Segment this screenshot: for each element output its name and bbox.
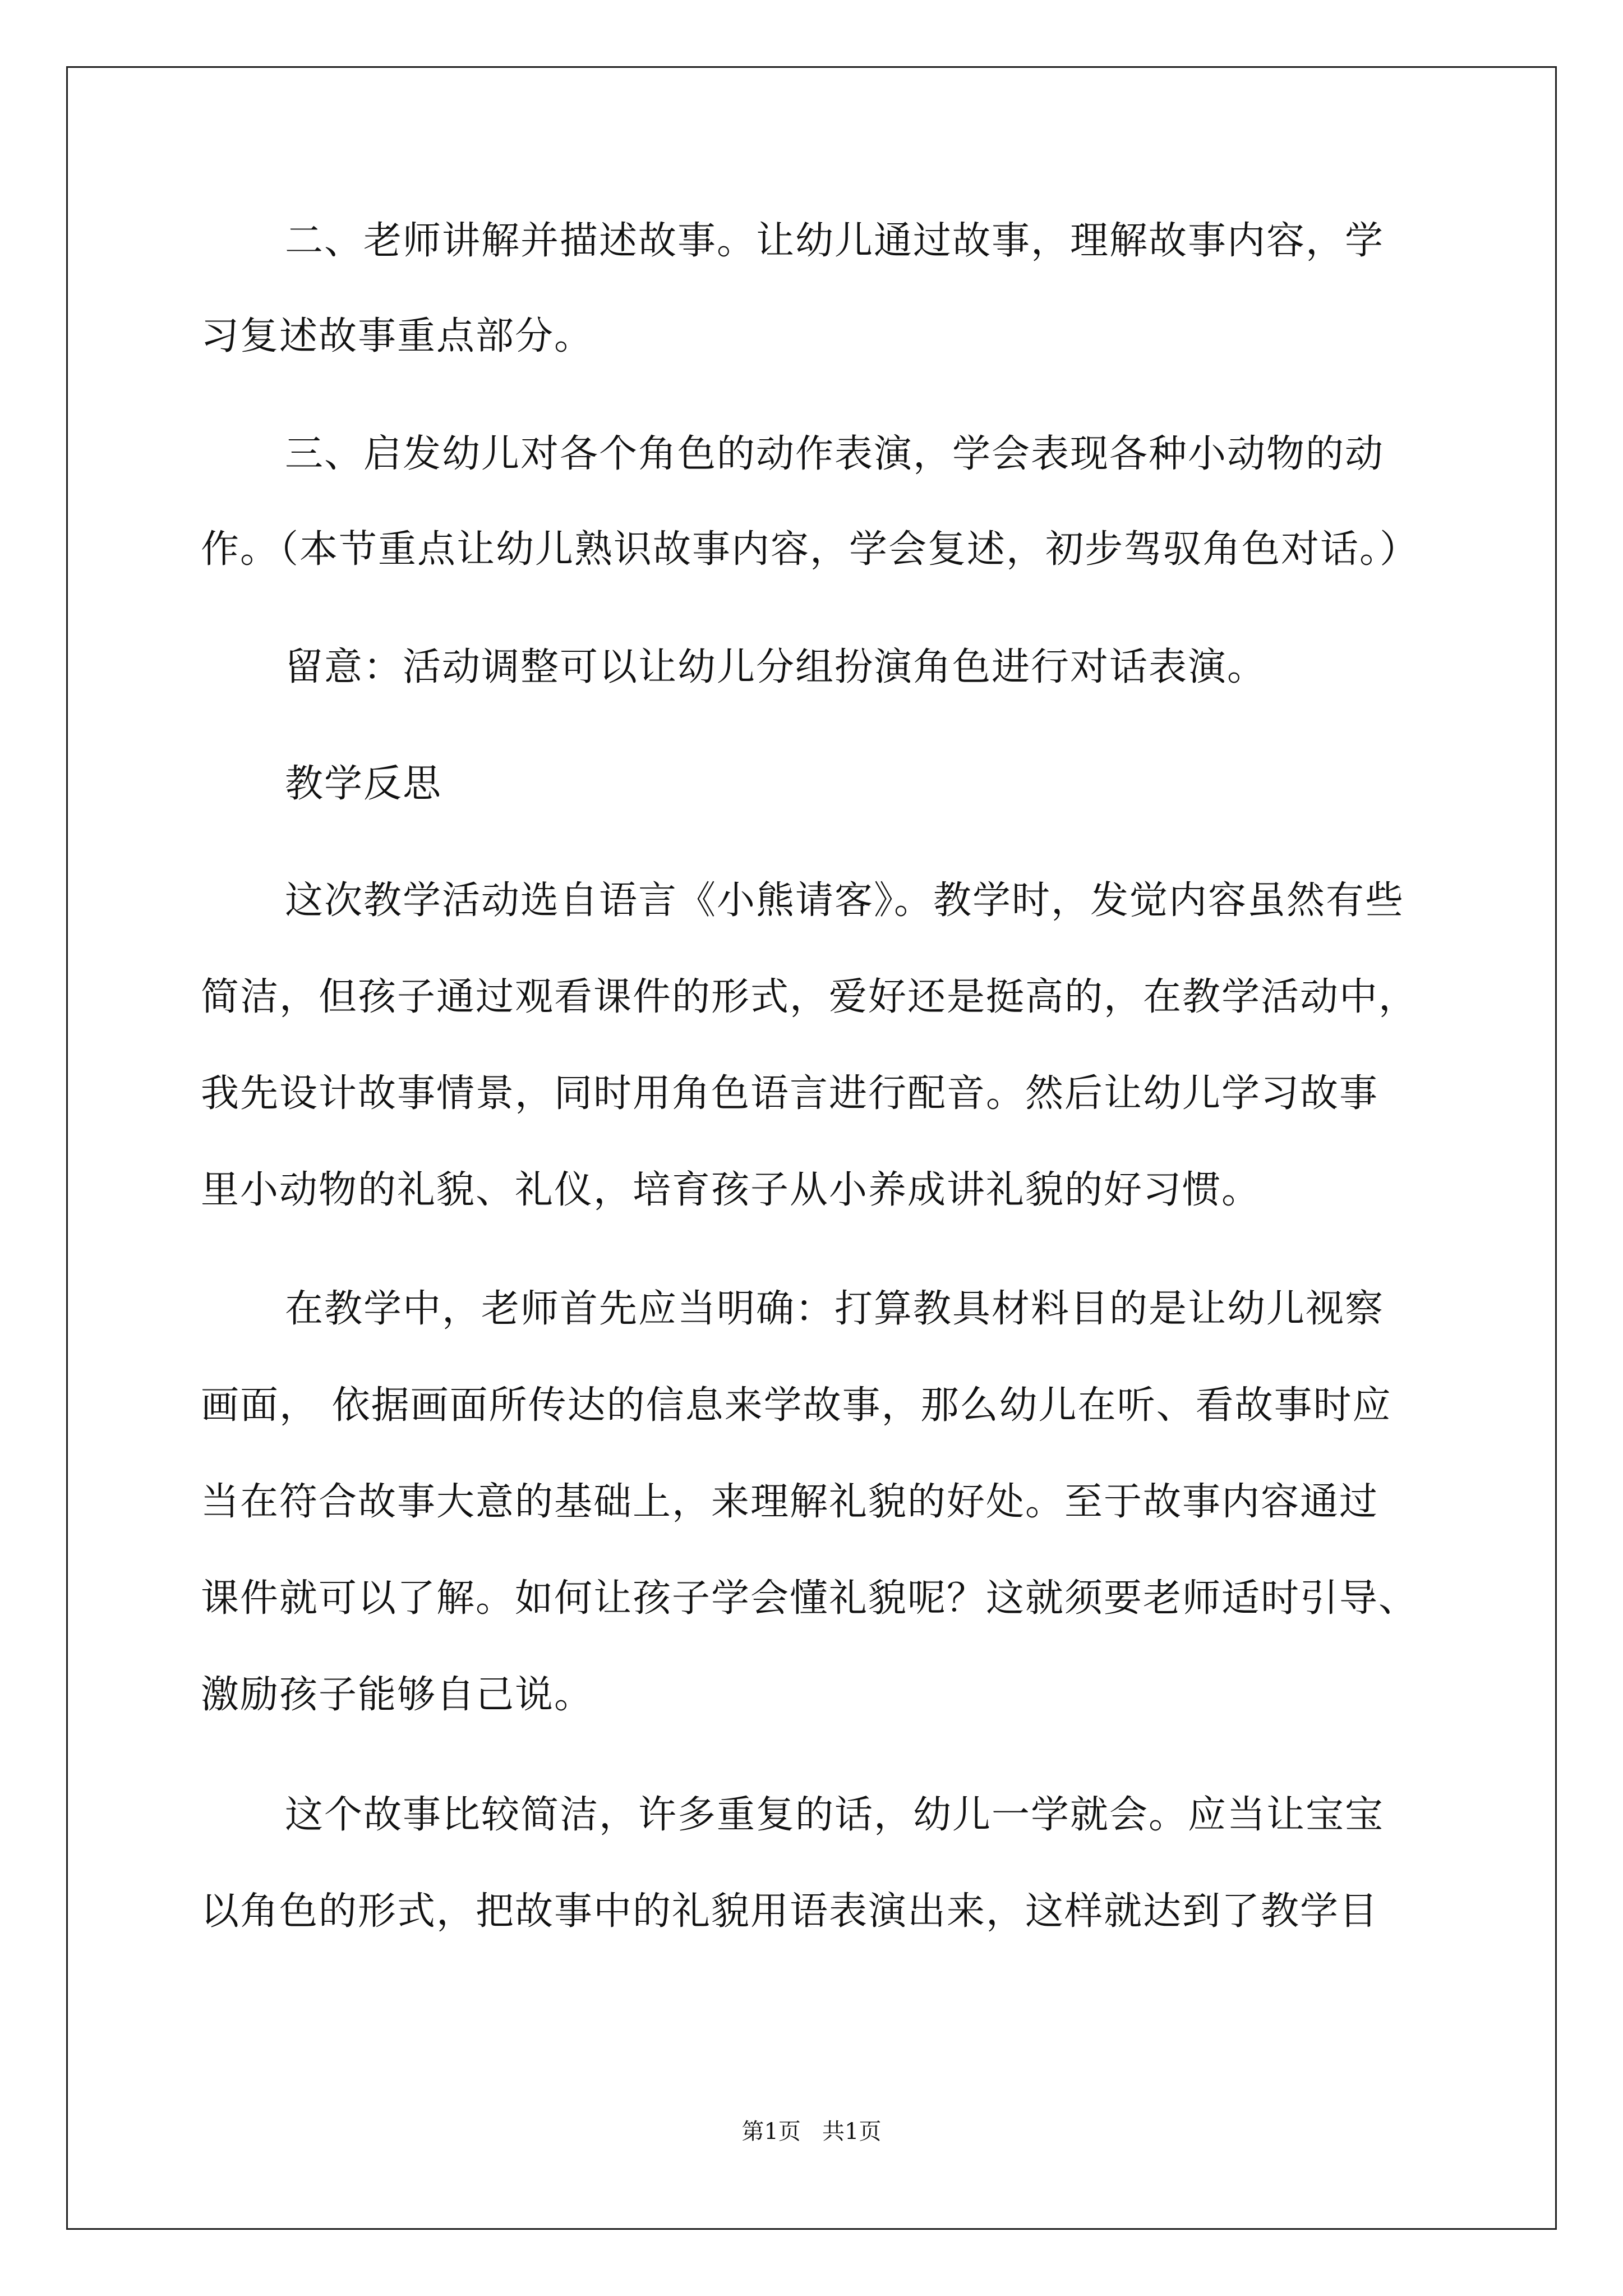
text-line: 激励孩子能够自己说。: [201, 1673, 594, 1717]
text-line: 习复述故事重点部分。: [201, 314, 594, 358]
text-line: 在教学中，老师首先应当明确：打算教具材料目的是让幼儿视察: [285, 1287, 1385, 1331]
text-line: 这个故事比较简洁，许多重复的话，幼儿一学就会。应当让宝宝: [285, 1793, 1385, 1837]
text-line: 作。（本节重点让幼儿熟识故事内容，学会复述，初步驾驭角色对话。）: [201, 527, 1419, 572]
text-line: 二、老师讲解并描述故事。让幼儿通过故事，理解故事内容，学: [285, 219, 1385, 263]
text-line: 留意：活动调整可以让幼儿分组扮演角色进行对话表演。: [285, 645, 1267, 689]
text-line: 三、启发幼儿对各个角色的动作表演，学会表现各种小动物的动: [285, 432, 1385, 476]
text-line: 简洁，但孩子通过观看课件的形式，爱好还是挺高的，在教学活动中，: [201, 975, 1418, 1019]
page-footer: 第1页 共1页: [741, 2119, 882, 2145]
text-line: 以角色的形式，把故事中的礼貌用语表演出来，这样就达到了教学目: [201, 1889, 1379, 1934]
text-line: 里小动物的礼貌、礼仪，培育孩子从小养成讲礼貌的好习惯。: [201, 1168, 1261, 1212]
text-line: 当在符合故事大意的基础上，来理解礼貌的好处。至于故事内容通过: [201, 1480, 1379, 1524]
section-heading: 教学反思: [285, 762, 442, 806]
text-line: 这次教学活动选自语言《小熊请客》。教学时，发觉内容虽然有些: [285, 878, 1405, 923]
text-line: 课件就可以了解。如何让孩子学会懂礼貌呢？这就须要老师适时引导、: [201, 1576, 1418, 1621]
text-line: 画面， 依据画面所传达的信息来学故事，那么幼儿在听、看故事时应: [201, 1383, 1392, 1428]
text-line: 我先设计故事情景，同时用角色语言进行配音。然后让幼儿学习故事: [201, 1071, 1379, 1116]
